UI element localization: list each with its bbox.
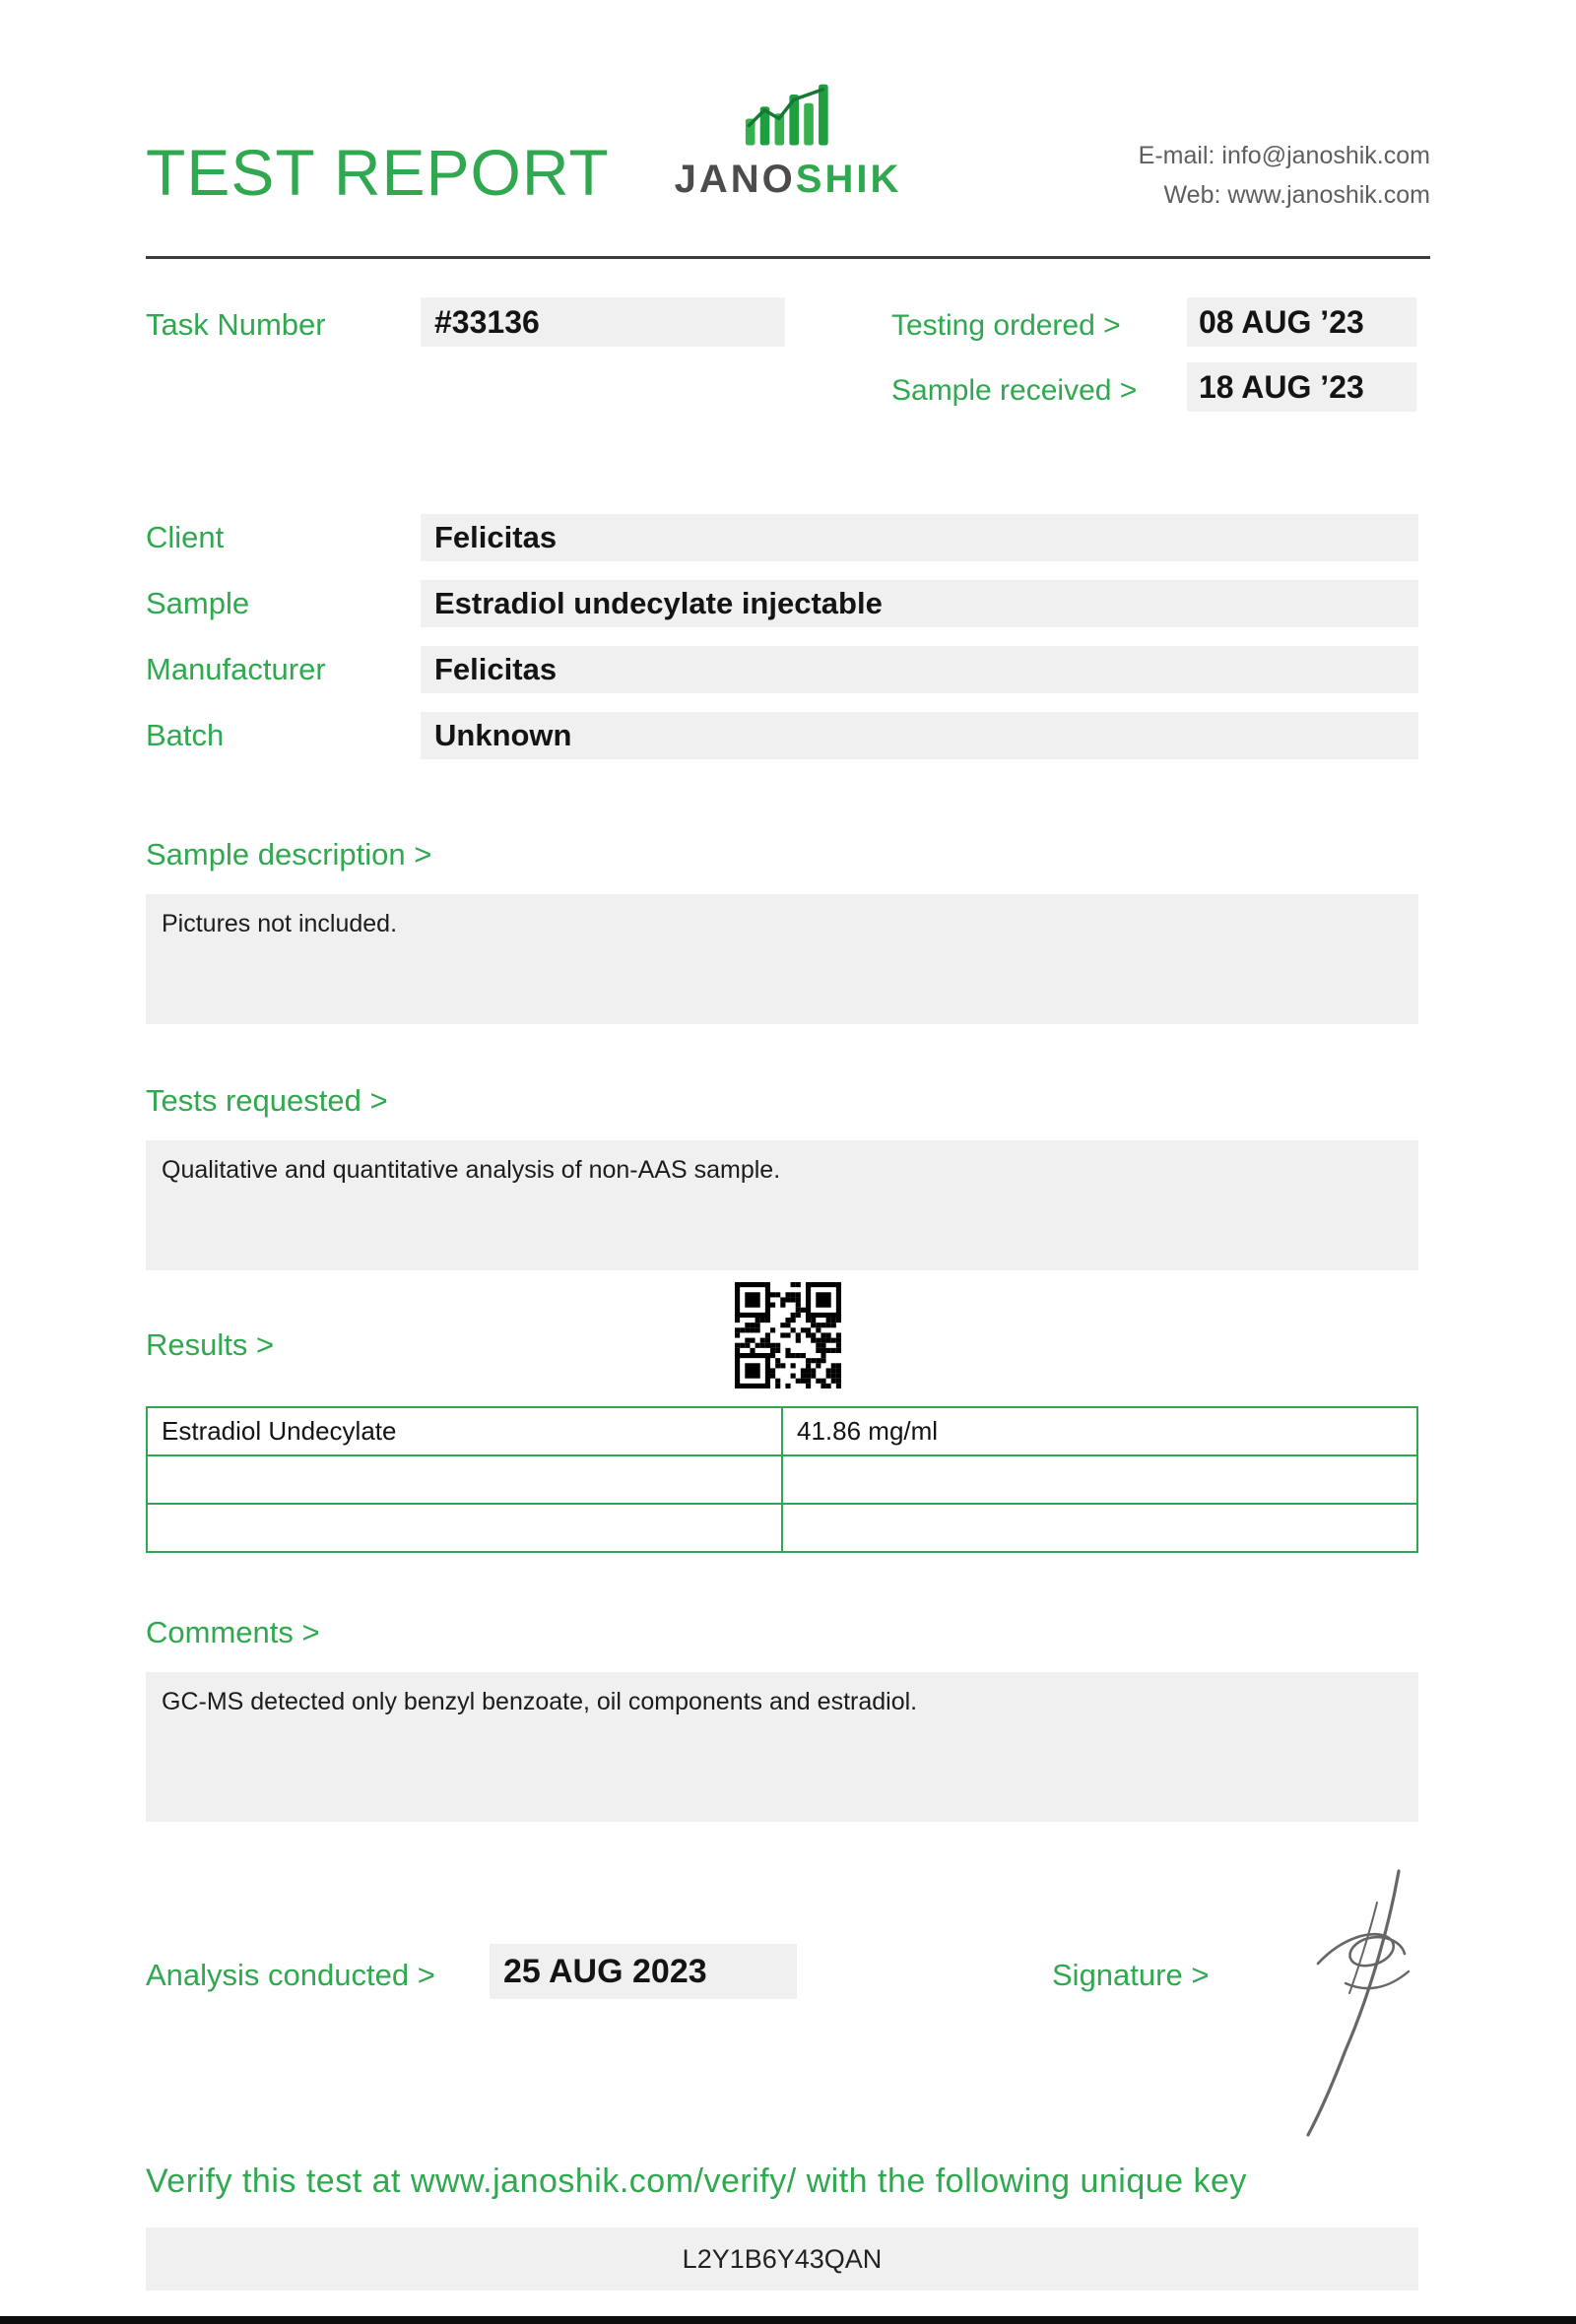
contact-web: Web: www.janoshik.com	[1163, 181, 1430, 209]
result-value: 41.86 mg/ml	[782, 1407, 1417, 1455]
result-substance	[147, 1455, 782, 1504]
client-label: Client	[146, 519, 225, 554]
contact-info	[1139, 136, 1430, 215]
logo-wordmark	[675, 158, 902, 202]
sample-label: Sample	[146, 585, 250, 620]
verify-instruction: Verify this test at www.janoshik.com/verify/ with the following unique key	[146, 2163, 1247, 2200]
result-value	[782, 1504, 1417, 1552]
page-bottom-edge	[0, 2316, 1576, 2324]
logo-text-shik: SHIK	[795, 158, 902, 201]
unique-key: L2Y1B6Y43QAN	[146, 2227, 1418, 2291]
analysis-date: 25 AUG 2023	[490, 1944, 797, 1999]
page-title: TEST REPORT	[146, 136, 610, 209]
results-heading: Results >	[146, 1327, 275, 1362]
header-divider	[146, 256, 1430, 259]
tests-requested-section	[146, 1083, 1418, 1270]
sample-description-text: Pictures not included.	[146, 894, 1418, 1024]
client-value: Felicitas	[421, 514, 1418, 561]
logo-chart-icon	[741, 77, 835, 154]
detail-row-manufacturer	[146, 636, 1418, 702]
result-substance	[147, 1504, 782, 1552]
comments-section	[146, 1615, 1418, 1822]
signature-image	[1251, 1843, 1448, 2149]
result-substance: Estradiol Undecylate	[147, 1407, 782, 1455]
results-row	[147, 1407, 1417, 1455]
manufacturer-label: Manufacturer	[146, 651, 326, 686]
analysis-conducted-label: Analysis conducted >	[146, 1958, 435, 1992]
sample-description-heading: Sample description >	[146, 837, 432, 872]
batch-value: Unknown	[421, 712, 1418, 759]
sample-received-date: 18 AUG ’23	[1187, 362, 1416, 412]
comments-heading: Comments >	[146, 1615, 320, 1649]
janoshik-logo	[675, 77, 902, 202]
task-number-value: #33136	[421, 297, 785, 347]
results-row	[147, 1504, 1417, 1552]
logo-text-jano: JANO	[674, 158, 796, 201]
details-section	[146, 504, 1418, 768]
signature-label: Signature >	[1052, 1958, 1210, 1992]
detail-row-client	[146, 504, 1418, 570]
sample-value: Estradiol undecylate injectable	[421, 580, 1418, 627]
sample-received-label: Sample received >	[891, 374, 1138, 407]
comments-text: GC-MS detected only benzyl benzoate, oil components and estradiol.	[146, 1672, 1418, 1822]
detail-row-batch	[146, 702, 1418, 768]
tests-requested-heading: Tests requested >	[146, 1083, 388, 1118]
batch-label: Batch	[146, 717, 225, 752]
qr-code	[735, 1282, 841, 1388]
results-row	[147, 1455, 1417, 1504]
results-table	[146, 1406, 1418, 1553]
testing-ordered-label: Testing ordered >	[891, 309, 1121, 342]
result-value	[782, 1455, 1417, 1504]
detail-row-sample	[146, 570, 1418, 636]
task-number-label: Task Number	[146, 307, 326, 342]
contact-email: E-mail: info@janoshik.com	[1138, 142, 1430, 169]
tests-requested-text: Qualitative and quantitative analysis of non-AAS sample.	[146, 1140, 1418, 1270]
sample-description-section	[146, 837, 1418, 1024]
testing-ordered-date: 08 AUG ’23	[1187, 297, 1416, 347]
manufacturer-value: Felicitas	[421, 646, 1418, 693]
